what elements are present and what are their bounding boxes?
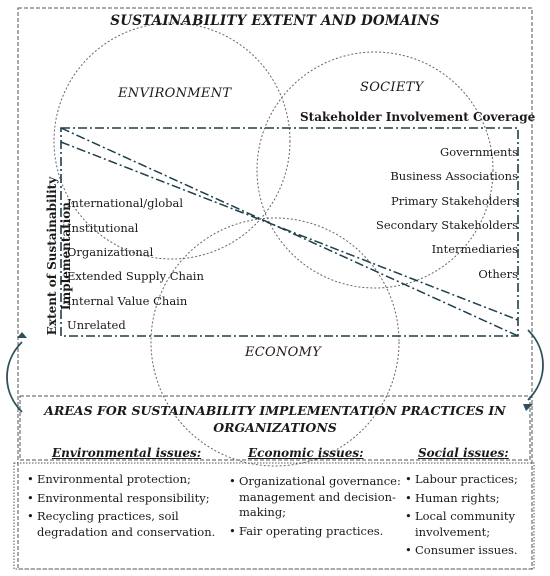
diagram-title: SUSTAINABILITY EXTENT AND DOMAINS bbox=[110, 13, 440, 29]
stakeholder-item: Secondary Stakeholders bbox=[375, 218, 518, 232]
list-item: • Environmental responsibility; bbox=[37, 491, 222, 507]
economy-label: ECONOMY bbox=[245, 345, 322, 360]
extent-level-item: Organizational bbox=[67, 245, 154, 259]
economic-issues-heading: Economic issues: bbox=[248, 446, 364, 460]
stakeholder-item: Governments bbox=[440, 145, 518, 159]
list-item: • Human rights; bbox=[415, 491, 540, 507]
extent-level-item: Institutional bbox=[67, 221, 139, 235]
list-item: • Fair operating practices. bbox=[239, 524, 404, 540]
extent-level-item: International/global bbox=[67, 196, 184, 210]
stakeholder-item: Others bbox=[478, 267, 518, 281]
extent-axis-label: Extent of Sustainability Implementation bbox=[45, 176, 73, 336]
list-item: • Recycling practices, soil degradation and conservation. bbox=[37, 509, 222, 540]
right-curved-arrow bbox=[528, 330, 543, 400]
society-label: SOCIETY bbox=[360, 80, 424, 95]
stakeholder-item: Intermediaries bbox=[431, 242, 518, 256]
social-issues-heading: Social issues: bbox=[418, 446, 509, 460]
extent-level-item: Extended Supply Chain bbox=[67, 269, 204, 283]
list-item: • Labour practices; bbox=[415, 472, 540, 488]
environmental-issues-heading: Environmental issues: bbox=[52, 446, 202, 460]
areas-title-line: AREAS FOR SUSTAINABILITY IMPLEMENTATION PRACTICES IN bbox=[44, 403, 506, 418]
areas-title-line: ORGANIZATIONS bbox=[213, 420, 337, 435]
social-issues-list bbox=[404, 472, 540, 562]
stakeholder-coverage-title: Stakeholder Involvement Coverage bbox=[300, 110, 536, 124]
list-item: • Organizational governance: management and decision-making; bbox=[239, 474, 404, 521]
extent-level-item: Internal Value Chain bbox=[67, 294, 188, 308]
environmental-issues-list bbox=[26, 472, 222, 543]
list-item: • Consumer issues. bbox=[415, 543, 540, 559]
extent-level-item: Unrelated bbox=[67, 318, 126, 332]
environment-label: ENVIRONMENT bbox=[118, 86, 232, 101]
areas-title bbox=[30, 402, 520, 436]
stakeholder-item: Business Associations bbox=[390, 169, 518, 183]
list-item: • Local community involvement; bbox=[415, 509, 540, 540]
list-item: • Environmental protection; bbox=[37, 472, 222, 488]
stakeholder-item: Primary Stakeholders bbox=[390, 194, 518, 208]
economic-issues-list bbox=[228, 474, 404, 542]
